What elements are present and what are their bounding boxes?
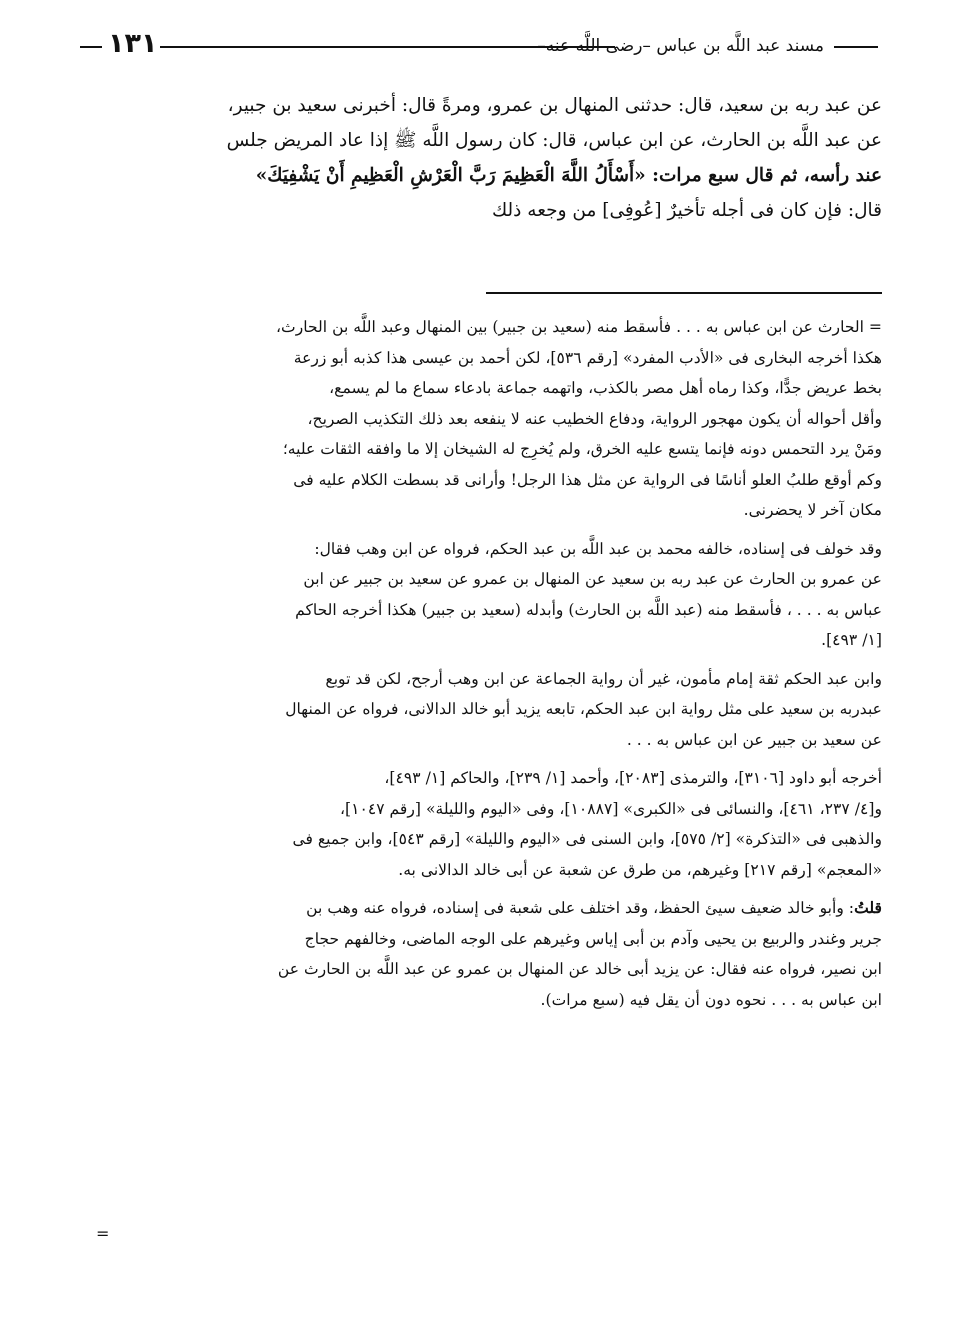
footnote-line: ومَنْ يرد التحمس دونه فإنما يتسع عليه الخرق، ولم يُخرِج له الشيخان إلا ما وافقه الثقات عليه؛ — [282, 440, 882, 458]
footnote-line: «المعجم» [رقم ٢١٧] وغيرهم، من طرق عن شعبة عن أبى خالد الدالانى به. — [398, 860, 882, 879]
footnote-paragraph-3 — [76, 664, 882, 756]
continuation-mark: = — [96, 1224, 110, 1243]
page-number: ١٣١ — [108, 28, 158, 59]
footnote-line: ابن عباس به . . . نحوه دون أن يقل فيه (سبع مرات). — [540, 990, 882, 1009]
footnote-paragraph-2 — [76, 534, 882, 656]
footnote-line: عن سعيد بن جبير عن ابن عباس به . . . — [626, 730, 882, 749]
footnote-line: مكان آخر لا يحضرنى. — [743, 501, 882, 519]
footnote-line: و[٤/ ٢٣٧، ٤٦١]، والنسائى فى «الكبرى» [١٠٨٨٧]، وفى «اليوم والليلة» [رقم ١٠٤٧]، — [339, 799, 882, 818]
footnote-line — [76, 893, 882, 924]
main-line-4: قال: فإن كان فى أجله تأخيرٌ [عُوفِى] من وجعه ذلك — [491, 200, 882, 221]
footnote-separator — [486, 292, 882, 294]
footnote-line: بخط عريض جدًّا، وكذا رماه أهل مصر بالكذب، واتهمه جماعة بادعاء سماع ما لم يسمع، — [329, 379, 882, 397]
header-dash-left — [80, 46, 102, 48]
footnote-line: = الحارث عن ابن عباس به . . . فأسقط منه (سعيد بن جبير) بين المنهال وعبد اللَّه بن الحارث، — [275, 318, 882, 336]
footnote-line: [١/ ٤٩٣]. — [821, 631, 882, 649]
main-line-2: عن عبد اللَّه بن الحارث، عن ابن عباس، قال: كان رسول اللَّه ﷺ إذا عاد المريض جلس — [226, 130, 882, 151]
footnote-line: والذهبى فى «التذكرة» [٢/ ٥٧٥]، وابن السنى فى «اليوم والليلة» [رقم ٥٤٣]، وابن جميع فى — [292, 830, 882, 848]
footnote-line: وابن عبد الحكم ثقة إمام مأمون، غير أن رواية الجماعة عن ابن وهب أرجح، لكن قد توبع — [325, 669, 882, 688]
footnote-line: عباس به . . . ، فأسقط منه (عبد اللَّه بن الحارث) وأبدله (سعيد بن جبير) هكذا أخرجه الحاكم — [295, 600, 882, 619]
footnote-line: أخرجه أبو داود [٣١٠٦]، والترمذى [٢٠٨٣]، وأحمد [١/ ٢٣٩]، والحاكم [١/ ٤٩٣]، — [384, 769, 882, 787]
footnote-paragraph-4 — [76, 763, 882, 885]
main-hadith-text — [76, 88, 882, 228]
footnote-line: وأقل أحواله أن يكون مهجور الرواية، ودفاع الخطيب عنه لا ينفعه بعد ذلك التكذيب الصريح، — [307, 409, 882, 428]
footnote-line-rest: : وأبو خالد ضعيف سيئ الحفظ، وقد اختلف على شعبة فى إسناده، فرواه عنه وهب بن — [306, 899, 855, 917]
qultu-lead: قلتُ — [854, 898, 882, 917]
footnote-paragraph-1 — [76, 312, 882, 526]
footnote-line: عن عمرو بن الحارث عن عبد ربه بن سعيد عن المنهال بن عمرو عن سعيد بن جبير عن ابن — [303, 570, 882, 588]
footnotes-section — [76, 312, 882, 1023]
running-title: مسند عبد اللَّه بن عباس –رضى اللَّه عنه– — [537, 36, 824, 56]
footnote-line: عبدربه بن سعيد على مثل رواية ابن عبد الحكم، تابعه يزيد أبو خالد الدالانى، فرواه عن المنهال — [285, 700, 882, 718]
footnote-paragraph-5 — [76, 893, 882, 1015]
footnote-line: ابن نصير، فرواه عنه فقال: عن يزيد أبى خالد عن المنهال بن عمرو عن عبد اللَّه بن الحارث عن — [277, 960, 882, 978]
footnote-line: وقد خولف فى إسناده، خالفه محمد بن عبد اللَّه بن عبد الحكم، فرواه عن ابن وهب فقال: — [314, 539, 882, 558]
header-dash-right — [834, 46, 878, 48]
footnote-line: جرير وغندر والربيع بن يحيى وآدم بن أبى إياس وغيرهم على الوجه الماضى، وخالفهم حجاج — [304, 929, 882, 948]
footnote-line: وكم أوقع طلبُ العلو أناسًا فى الرواية عن مثل هذا الرجل! وأرانى قد بسطت الكلام عليه فى — [293, 470, 882, 489]
main-line-1: عن عبد ربه بن سعيد، قال: حدثنى المنهال بن عمرو، ومرةً قال: أخبرنى سعيد بن جبير، — [227, 95, 882, 116]
page-header — [80, 28, 878, 68]
footnote-line: هكذا أخرجه البخارى فى «الأدب المفرد» [رقم ٥٣٦]، لكن أحمد بن عيسى هذا كذبه أبو زرعة — [293, 348, 882, 367]
main-line-3: عند رأسه، ثم قال سبع مرات: «أَسْأَلُ اللَّهَ الْعَظِيمَ رَبَّ الْعَرْشِ الْعَظِيمِ أَنْ يَشْفِيَكَ» — [255, 165, 882, 186]
header-rule — [160, 46, 615, 48]
